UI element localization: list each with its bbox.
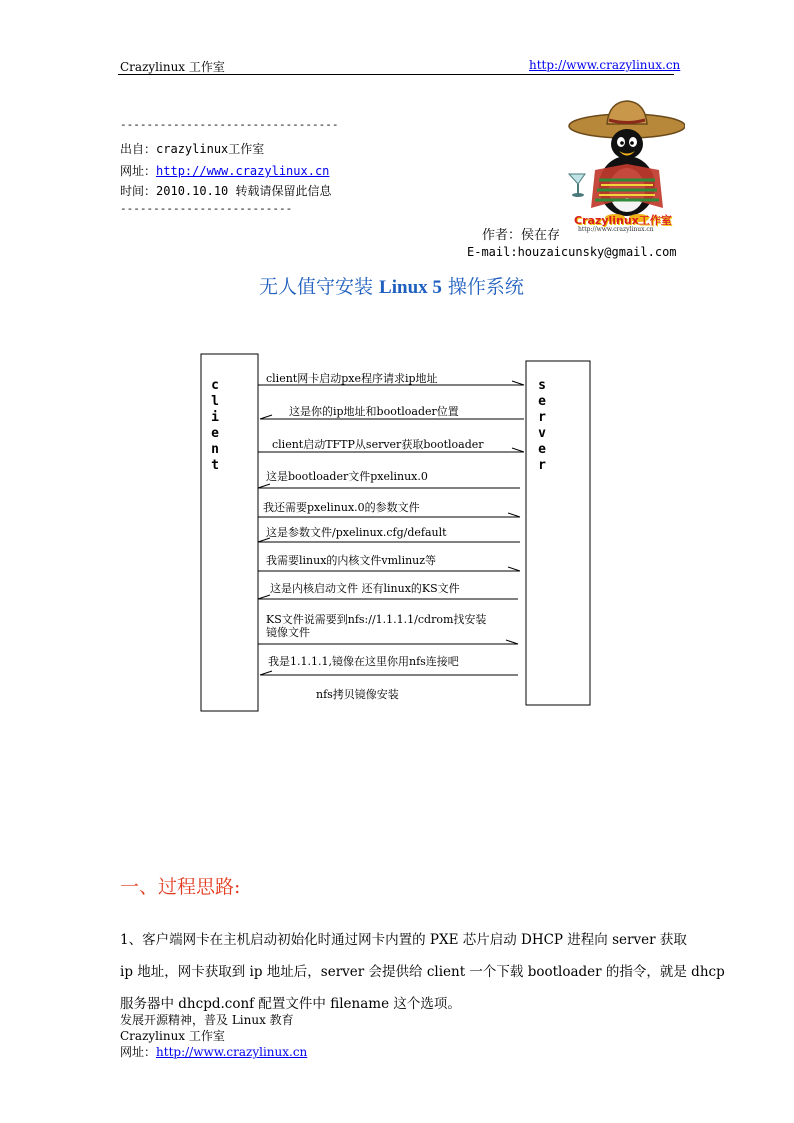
header-site-link[interactable]: http://www.crazylinux.cn bbox=[529, 58, 681, 72]
client-label: c l i e n t bbox=[211, 378, 219, 473]
source-site-link[interactable]: http://www.crazylinux.cn bbox=[156, 164, 330, 178]
source-time bbox=[120, 182, 332, 199]
logo-url-text: http://www.crazylinux.cn bbox=[578, 226, 654, 233]
section-heading: 一、过程思路: bbox=[120, 876, 241, 898]
paragraph-line-3: 服务器中 dhcpd.conf 配置文件中 filename 这个选项。 bbox=[120, 996, 461, 1012]
source-from-label: 出自： bbox=[120, 142, 157, 156]
message-9b: 镜像文件 bbox=[266, 626, 310, 639]
author-email: E-mail:houzaicunsky@gmail.com bbox=[467, 245, 677, 259]
footer-site-label: 网址： bbox=[120, 1045, 157, 1059]
footer-site bbox=[120, 1043, 307, 1060]
message-3: client启动TFTP从server获取bootloader bbox=[272, 438, 484, 451]
message-2: 这是你的ip地址和bootloader位置 bbox=[289, 405, 459, 418]
title-suffix: 操作系统 bbox=[441, 276, 524, 298]
footer-site-link[interactable]: http://www.crazylinux.cn bbox=[156, 1045, 308, 1059]
logo-brand-text: Crazylinux工作室 bbox=[574, 214, 672, 227]
message-7: 我需要linux的内核文件vmlinuz等 bbox=[266, 554, 437, 567]
message-10: 我是1.1.1.1,镜像在这里你用nfs连接吧 bbox=[268, 655, 459, 668]
source-from bbox=[120, 140, 264, 157]
message-1: client网卡启动pxe程序请求ip地址 bbox=[266, 372, 438, 385]
message-8: 这是内核启动文件 还有linux的KS文件 bbox=[270, 582, 460, 595]
title-bold: Linux 5 bbox=[379, 277, 442, 298]
author-name: 作者：侯在存 bbox=[482, 228, 561, 243]
header-studio-name: Crazylinux 工作室 bbox=[120, 60, 225, 74]
paragraph-line-2: ip 地址，网卡获取到 ip 地址后，server 会提供给 client 一个下载 bootloader 的指令，就是 dhcp bbox=[120, 964, 725, 980]
source-time-value: 2010.10.10 转载请保留此信息 bbox=[156, 184, 332, 198]
source-top-rule: --------------------------------- bbox=[120, 118, 339, 131]
message-11: nfs拷贝镜像安装 bbox=[316, 688, 399, 701]
source-time-label: 时间： bbox=[120, 184, 157, 198]
message-9a: KS文件说需要到nfs://1.1.1.1/cdrom找安装 bbox=[266, 613, 487, 626]
source-site bbox=[120, 162, 329, 179]
header-rule bbox=[118, 74, 674, 75]
footer-slogan: 发展开源精神，普及 Linux 教育 bbox=[120, 1013, 294, 1027]
paragraph-line-1: 1、客户端网卡在主机启动初始化时通过网卡内置的 PXE 芯片启动 DHCP 进程向 server 获取 bbox=[120, 932, 687, 948]
page-title bbox=[259, 272, 524, 299]
message-5: 我还需要pxelinux.0的参数文件 bbox=[263, 501, 420, 514]
server-label: s e r v e r bbox=[538, 378, 546, 473]
source-site-label: 网址： bbox=[120, 164, 157, 178]
source-from-value: crazylinux工作室 bbox=[156, 142, 265, 156]
footer-studio: Crazylinux 工作室 bbox=[120, 1029, 225, 1043]
title-prefix: 无人值守安装 bbox=[259, 276, 380, 298]
source-bottom-rule: -------------------------- bbox=[120, 202, 293, 215]
message-4: 这是bootloader文件pxelinux.0 bbox=[266, 470, 428, 483]
message-6: 这是参数文件/pxelinux.cfg/default bbox=[266, 526, 447, 539]
